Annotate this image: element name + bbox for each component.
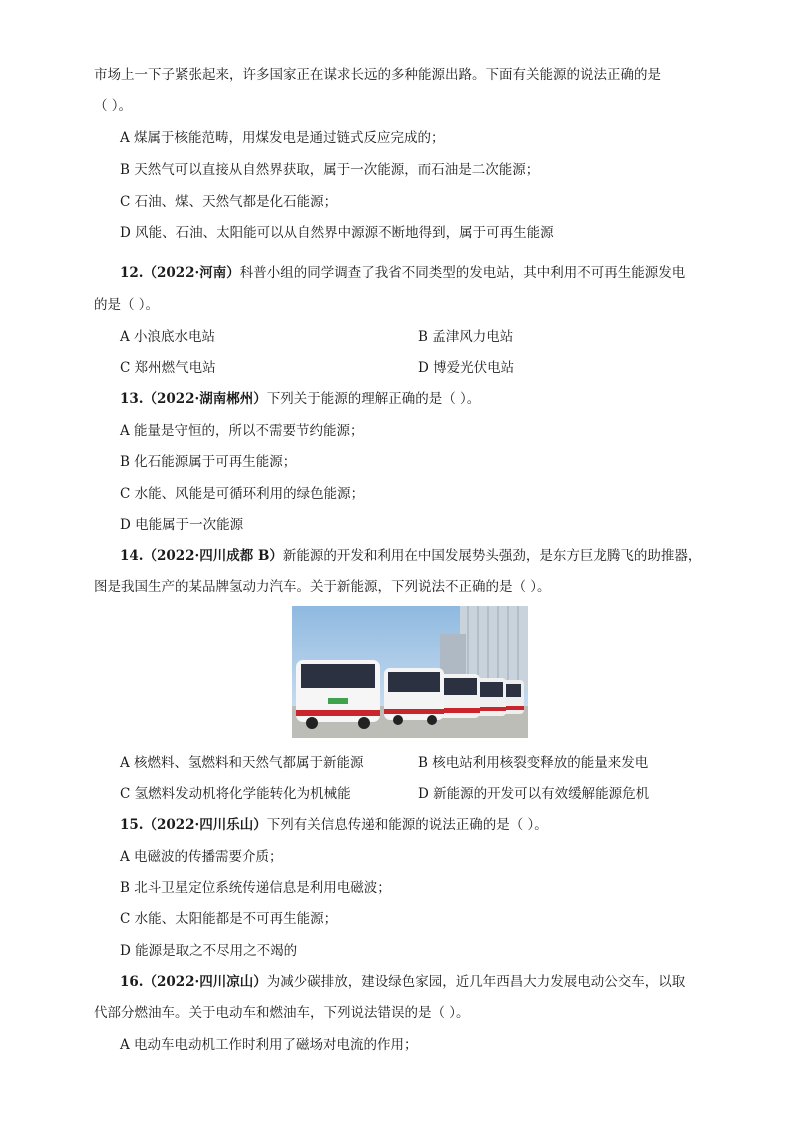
- q16-stem-line2: 代部分燃油车。关于电动车和燃油车，下列说法错误的是（ ）。: [94, 1005, 470, 1021]
- q12-option-b: B 孟津风力电站: [418, 329, 514, 345]
- q12-option-c: C 郑州燃气电站: [120, 360, 216, 376]
- q16-stem-text: 为减少碳排放，建设绿色家园，近几年西昌大力发展电动公交车，以取: [266, 974, 686, 990]
- q12-stem-text: 科普小组的同学调查了我省不同类型的发电站，其中利用不可再生能源发电: [239, 265, 686, 281]
- q13-option-a: A 能量是守恒的，所以不需要节约能源；: [120, 423, 364, 439]
- q12-option-d: D 博爱光伏电站: [418, 360, 515, 376]
- q14-option-d: D 新能源的开发可以有效缓解能源危机: [418, 786, 650, 802]
- q15-stem-text: 下列有关信息传递和能源的说法正确的是（ ）。: [266, 817, 548, 833]
- q13-stem-text: 下列关于能源的理解正确的是（ ）。: [266, 391, 481, 407]
- q15-option-a: A 电磁波的传播需要介质；: [120, 849, 283, 865]
- bus-photo-illustration: [292, 606, 528, 738]
- bus-2: [384, 668, 444, 725]
- q14-tag: 14.（2022·四川成都 B）: [120, 548, 283, 564]
- q14-option-a: A 核燃料、氢燃料和天然气都属于新能源: [120, 755, 364, 771]
- q15-option-b: B 北斗卫星定位系统传递信息是利用电磁波；: [120, 880, 391, 896]
- q12-stem-line2: 的是（ ）。: [94, 297, 160, 313]
- q14-stem-line1: [120, 547, 701, 565]
- q11-option-a: A 煤属于核能范畴，用煤发电是通过链式反应完成的；: [120, 130, 445, 146]
- q11-stem-line1: 市场上一下子紧张起来，许多国家正在谋求长远的多种能源出路。下面有关能源的说法正确的是: [94, 67, 661, 83]
- q12-tag: 12.（2022·河南）: [120, 265, 240, 281]
- q16-option-a: A 电动车电动机工作时利用了磁场对电流的作用；: [120, 1037, 418, 1053]
- q13-option-c: C 水能、风能是可循环利用的绿色能源；: [120, 486, 365, 502]
- q14-stem-line2: 图是我国生产的某品牌氢动力汽车。关于新能源，下列说法不正确的是（ ）。: [94, 579, 551, 595]
- q14-option-c: C 氢燃料发动机将化学能转化为机械能: [120, 786, 351, 802]
- q13-option-b: B 化石能源属于可再生能源；: [120, 454, 297, 470]
- q13-option-d: D 电能属于一次能源: [120, 517, 244, 533]
- bus-1: [296, 660, 380, 729]
- q11-stem-line2: （ ）。: [94, 98, 133, 114]
- q12-stem-line1: [120, 264, 685, 282]
- q15-option-d: D 能源是取之不尽用之不竭的: [120, 943, 298, 959]
- hydrogen-bus-photo: [292, 606, 528, 738]
- q13-tag: 13.（2022·湖南郴州）: [120, 391, 267, 407]
- q14-option-b: B 核电站利用核裂变释放的能量来发电: [418, 755, 649, 771]
- q11-option-c: C 石油、煤、天然气都是化石能源；: [120, 194, 338, 210]
- q15-stem: [120, 816, 548, 834]
- q13-stem: [120, 390, 480, 408]
- q16-stem-line1: [120, 973, 685, 991]
- q11-option-b: B 天然气可以直接从自然界获取，属于一次能源，而石油是二次能源；: [120, 162, 540, 178]
- q15-tag: 15.（2022·四川乐山）: [120, 817, 267, 833]
- q16-tag: 16.（2022·四川凉山）: [120, 974, 267, 990]
- q14-stem-text: 新能源的开发和利用在中国发展势头强劲，是东方巨龙腾飞的助推器，: [282, 548, 702, 564]
- q11-option-d: D 风能、石油、太阳能可以从自然界中源源不断地得到，属于可再生能源: [120, 225, 554, 241]
- q12-option-a: A 小浪底水电站: [120, 329, 216, 345]
- q15-option-c: C 水能、太阳能都是不可再生能源；: [120, 911, 338, 927]
